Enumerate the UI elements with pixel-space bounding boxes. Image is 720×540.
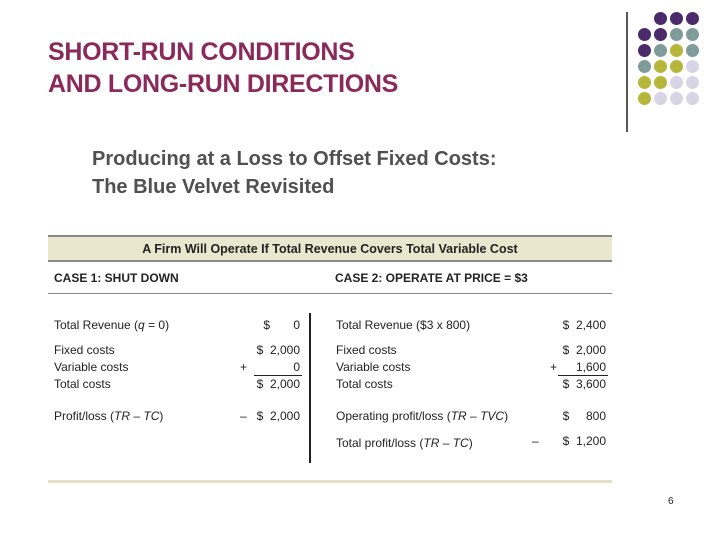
decorative-dot	[638, 92, 651, 105]
case-1-title: CASE 1: SHUT DOWN	[54, 271, 179, 285]
decorative-dot	[654, 92, 667, 105]
decorative-dot	[670, 28, 683, 41]
page-number: 6	[668, 496, 674, 507]
table-bottom-rule	[48, 480, 612, 483]
table-header: A Firm Will Operate If Total Revenue Covers Total Variable Cost	[48, 235, 612, 261]
case-2-total-costs-amount: $ 3,600	[562, 377, 606, 391]
decorative-dot	[654, 76, 667, 89]
slide-title-line-2: AND LONG-RUN DIRECTIONS	[48, 70, 399, 98]
case-2-total-costs-label: Total costs	[336, 377, 393, 391]
decorative-dot	[670, 76, 683, 89]
decorative-dot	[686, 44, 699, 57]
case-1-fixed-costs-label: Fixed costs	[54, 343, 115, 357]
decorative-dot	[686, 12, 699, 25]
case-2-total-revenue-amount: $ 2,400	[562, 318, 606, 332]
decorative-dot	[686, 28, 699, 41]
case-2-fixed-costs-amount: $ 2,000	[562, 343, 606, 357]
decorative-dot	[654, 44, 667, 57]
case-2-title: CASE 2: OPERATE AT PRICE = $3	[335, 271, 528, 285]
case-1-total-revenue-label: Total Revenue (q = 0)	[54, 318, 170, 332]
case-2-variable-costs-sign: +	[550, 360, 558, 374]
case-1-profit-loss-amount: $ 2,000	[256, 409, 300, 423]
decorative-vertical-rule	[626, 12, 628, 132]
case-1-variable-costs-amount: 0	[293, 360, 300, 374]
case-1-profit-loss-label: Profit/loss (TR – TC)	[54, 409, 164, 423]
decorative-dot	[638, 44, 651, 57]
decorative-dot	[654, 28, 667, 41]
decorative-dot	[686, 76, 699, 89]
slide-title-line-1: SHORT-RUN CONDITIONS	[48, 38, 355, 66]
decorative-dot	[686, 60, 699, 73]
case-1-total-costs-label: Total costs	[54, 377, 111, 391]
slide-subtitle-line-1: Producing at a Loss to Offset Fixed Costs:	[92, 148, 497, 170]
cost-comparison-table	[48, 235, 612, 485]
case-1-variable-costs-sign: +	[240, 360, 248, 374]
case-2-total-profit-amount: $ 1,200	[562, 434, 606, 448]
decorative-dot	[638, 28, 651, 41]
case-1-total-revenue-amount: $ 0	[263, 318, 300, 332]
case-1-total-costs-amount: $ 2,000	[256, 377, 300, 391]
decorative-dot	[670, 60, 683, 73]
decorative-dot	[638, 60, 651, 73]
case-1-variable-costs-label: Variable costs	[54, 360, 129, 374]
case-2-fixed-costs-label: Fixed costs	[336, 343, 397, 357]
case-1-profit-loss-sign: –	[240, 409, 247, 423]
decorative-dot	[670, 44, 683, 57]
case-2-operating-profit-amount: $ 800	[562, 409, 606, 423]
header-rule	[48, 260, 612, 262]
case-2-variable-costs-amount: 1,600	[575, 360, 606, 374]
case-title-rule	[48, 293, 612, 294]
case-divider	[309, 313, 311, 463]
slide-subtitle	[92, 145, 497, 201]
decorative-dot	[654, 12, 667, 25]
case-1-fixed-costs-amount: $ 2,000	[256, 343, 300, 357]
slide-subtitle-line-2: The Blue Velvet Revisited	[92, 176, 335, 198]
case-1-sum-underline	[254, 375, 302, 376]
decorative-dot-grid	[638, 12, 718, 122]
case-2-variable-costs-label: Variable costs	[336, 360, 411, 374]
case-2-operating-profit-label: Operating profit/loss (TR – TVC)	[336, 409, 509, 423]
decorative-dot	[686, 92, 699, 105]
decorative-dot	[638, 76, 651, 89]
case-2-total-revenue-label: Total Revenue ($3 x 800)	[336, 318, 471, 332]
slide-title	[48, 36, 398, 100]
case-2-total-profit-label: Total profit/loss (TR – TC)	[336, 436, 473, 450]
case-2-total-profit-sign: –	[532, 434, 539, 448]
decorative-dot	[670, 92, 683, 105]
decorative-dot	[654, 60, 667, 73]
case-2-sum-underline	[558, 375, 608, 376]
decorative-dot	[670, 12, 683, 25]
